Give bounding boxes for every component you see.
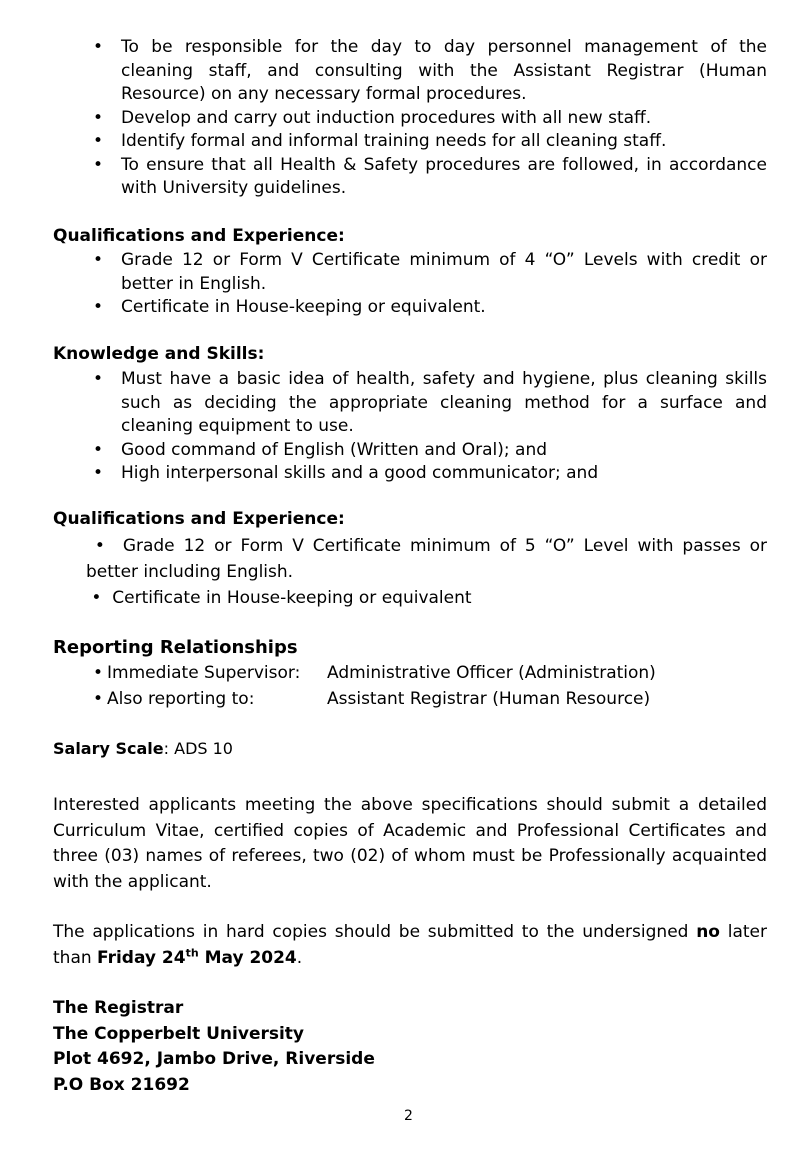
reporting-heading: Reporting Relationships [53, 637, 298, 658]
application-paragraph: Interested applicants meeting the above specifications should submit a detailed Curriculum Vitae, certified copies of Academic and Professional Certificates and three (03) names of referees, two (02) of whom must be Professionally acquainted with the applicant. [53, 795, 767, 892]
qualifications-heading: Qualifications and Experience: [53, 226, 345, 246]
bullet-icon: • [93, 439, 104, 460]
list-item: • Certificate in House-keeping or equivalent. [0, 296, 767, 320]
address-line: Plot 4692, Jambo Drive, Riverside [53, 1049, 375, 1069]
qualifications-list [0, 249, 767, 320]
bullet-icon: • [93, 107, 104, 128]
list-item: • To be responsible for the day to day personnel management of the cleaning staff, and consulting with the Assistant Registrar (Human Resource) on any necessary formal procedures. [93, 37, 767, 104]
bullet-icon: • [93, 369, 104, 389]
list-item: • Must have a basic idea of health, safety and hygiene, plus cleaning skills such as deciding the appropriate cleaning method for a surface and cleaning equipment to use. [93, 369, 767, 436]
salary-scale: Salary Scale: ADS 10 [53, 739, 233, 758]
skills-list [0, 368, 767, 486]
qualifications-list-2 [86, 534, 767, 613]
address-line: The Copperbelt University [53, 1023, 305, 1044]
duties-list [0, 36, 767, 201]
list-item: • Good command of English (Written and Oral); and [0, 439, 767, 463]
address-line: P.O Box 21692 [53, 1074, 190, 1095]
qualifications-heading-2: Qualifications and Experience: [53, 509, 345, 529]
deadline-paragraph: The applications in hard copies should be submitted to the undersigned no later than Friday 24th May 2024. [53, 922, 767, 968]
skills-heading: Knowledge and Skills: [53, 344, 265, 364]
bullet-icon: • [93, 37, 104, 57]
list-item: • Identify formal and informal training needs for all cleaning staff. [0, 130, 767, 154]
bullet-icon: • [93, 154, 104, 175]
list-item: • Grade 12 or Form V Certificate minimum of 5 “O” Level with passes or better including English. [86, 536, 767, 582]
bullet-icon: • [93, 131, 104, 151]
page-number: 2 [404, 1108, 413, 1124]
bullet-icon: • [93, 463, 104, 483]
list-item: • To ensure that all Health & Safety procedures are followed, in accordance with University guidelines. [93, 154, 767, 198]
document-page: • To be responsible for the day to day personnel management of the cleaning staff, and consulting with the Assistant Registrar (Human Resource) on any necessary formal procedures. • Develop and carry out induction procedures with all new staff. • Identify formal and informal training needs for all cleaning staff. • To ensure that all Health & Safety procedures are followed, in accordance with University guidelines. Qualifications and Experience: • Grade 12 or Form V Certificate minimum of 4 “O” Levels with credit or better in English. • Certificate in House-keeping or equivalent. Knowledge and Skills: • Must have a basic idea of health, safety and hygiene, plus cleaning skills such as deciding the appropriate cleaning method for a surface and cleaning equipment to use. • Good command of English (Written and Oral); and • High interpersonal skills and a good communicator; and Qualifications and Experience: • Grade 12 or Form V Certificate minimum of 5 “O” Level with passes or better including English. • Certificate in House-keeping or equivalent Reporting Relationships • Immediate Supervisor: Administrative Officer (Administration) • Also reporting to: Assistant Registrar (Human Resource) Salary Scale: ADS 10 Interested applicants meeting the above specifications should submit a detailed Curriculum Vitae, certified copies of Academic and Professional Certificates and three (03) names of referees, two (02) of whom must be Professionally acquainted with the applicant. The applications in hard copies should be submitted to the undersigned no later than Friday 24th May 2024. The Registrar The Copperbelt University Plot 4692, Jambo Drive, Riverside P.O Box 21692 2 [0, 0, 802, 1170]
list-item: • High interpersonal skills and a good communicator; and [0, 462, 767, 486]
bullet-icon: • [93, 689, 104, 709]
deadline-date: Friday 24th May 2024 [97, 945, 297, 968]
list-item: • Certificate in House-keeping or equivalent [86, 588, 472, 608]
bullet-icon: • [93, 663, 104, 683]
address-line: The Registrar [53, 998, 184, 1018]
list-item: • Grade 12 or Form V Certificate minimum of 4 “O” Levels with credit or better in English. [93, 250, 767, 294]
address-block [53, 996, 375, 1098]
bullet-icon: • [93, 297, 104, 317]
bullet-icon: • [93, 250, 104, 270]
list-item: • Develop and carry out induction procedures with all new staff. [0, 107, 767, 131]
